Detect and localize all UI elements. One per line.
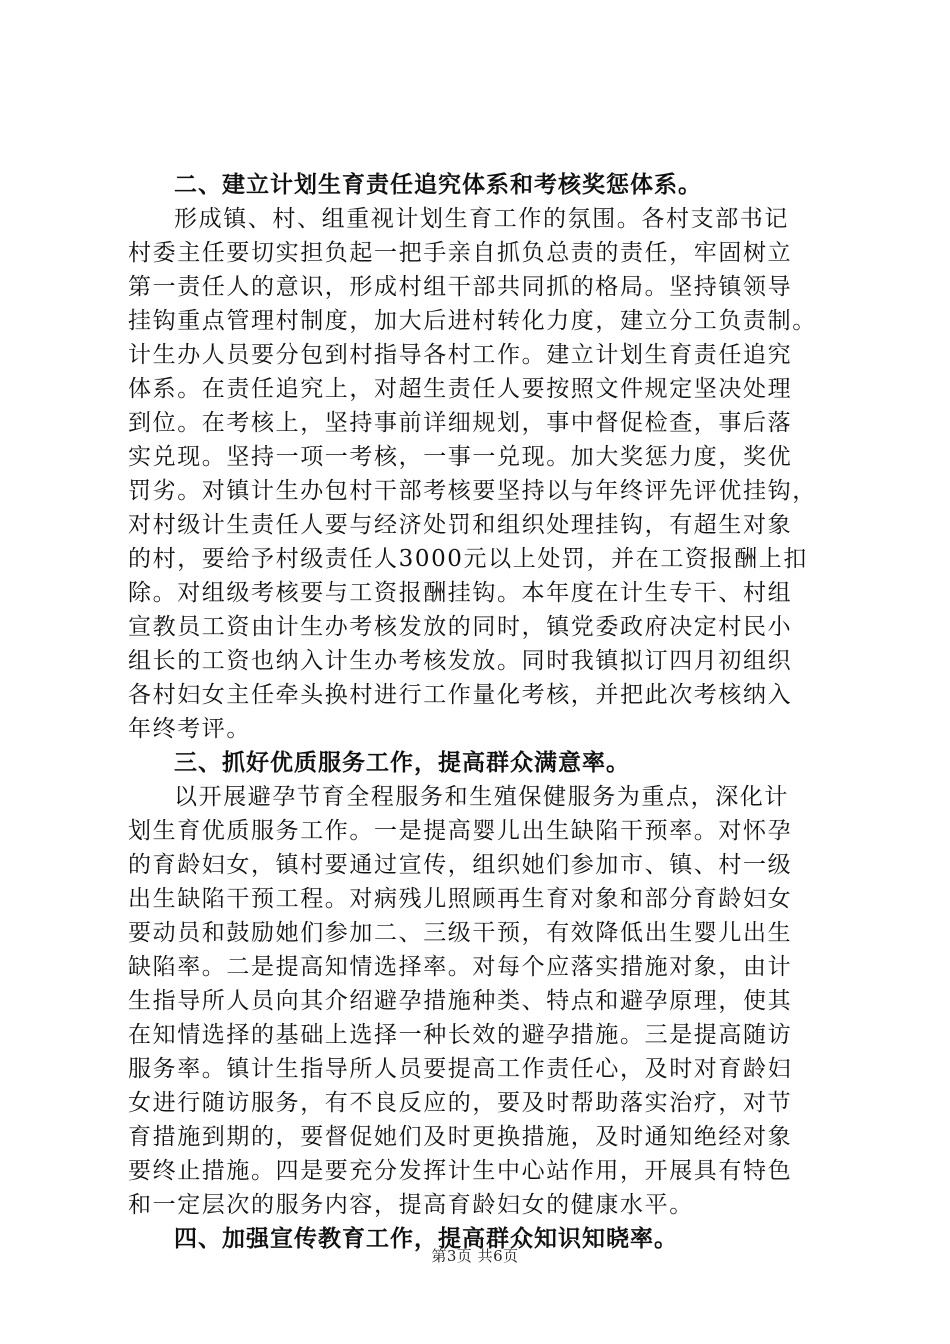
paragraph-line: 实兑现。坚持一项一考核，一事一兑现。加大奖惩力度，奖优 [128,444,793,470]
paragraph-line: 各村妇女主任牵头换村进行工作量化考核，并把此次考核纳入 [128,682,793,708]
section-heading: 四、加强宣传教育工作，提高群众知识知晓率。 [174,1226,678,1252]
paragraph-line: 罚劣。对镇计生办包村干部考核要坚持以与年终评先评优挂钩， [128,478,817,504]
document-body [128,168,848,1256]
paragraph-line: 缺陷率。二是提高知情选择率。对每个应落实措施对象，由计 [128,954,793,980]
paragraph-line: 服务率。镇计生指导所人员要提高工作责任心，及时对育龄妇 [128,1056,793,1082]
paragraph-line: 第一责任人的意识，形成村组干部共同抓的格局。坚持镇领导 [128,274,793,300]
section-heading: 二、建立计划生育责任追究体系和考核奖惩体系。 [174,172,702,198]
paragraph-line: 宣教员工资由计生办考核发放的同时，镇党委政府决定村民小 [128,614,793,640]
page-footer: 第3页 共6页 [431,1247,519,1265]
paragraph-line: 要终止措施。四是要充分发挥计生中心站作用，开展具有特色 [128,1158,793,1184]
paragraph-line: 体系。在责任追究上，对超生责任人要按照文件规定坚决处理 [128,376,793,402]
paragraph-line: 到位。在考核上，坚持事前详细规划，事中督促检查，事后落 [128,410,793,436]
paragraph-line: 和一定层次的服务内容，提高育龄妇女的健康水平。 [128,1192,694,1218]
paragraph-line: 的村，要给予村级责任人3000元以上处罚，并在工资报酬上扣 [128,546,808,572]
paragraph-line: 形成镇、村、组重视计划生育工作的氛围。各村支部书记 [174,206,789,232]
paragraph-line: 生指导所人员向其介绍避孕措施种类、特点和避孕原理，使其 [128,988,793,1014]
paragraph-line: 除。对组级考核要与工资报酬挂钩。本年度在计生专干、村组 [128,580,793,606]
paragraph-line: 育措施到期的，要督促她们及时更换措施，及时通知绝经对象 [128,1124,793,1150]
paragraph-line: 对村级计生责任人要与经济处罚和组织处理挂钩，有超生对象 [128,512,793,538]
paragraph-line: 划生育优质服务工作。一是提高婴儿出生缺陷干预率。对怀孕 [128,818,793,844]
paragraph-line: 挂钩重点管理村制度，加大后进村转化力度，建立分工负责制。 [128,308,817,334]
paragraph-line: 出生缺陷干预工程。对病残儿照顾再生育对象和部分育龄妇女 [128,886,793,912]
section-heading: 三、抓好优质服务工作，提高群众满意率。 [174,750,630,776]
paragraph-line: 要动员和鼓励她们参加二、三级干预，有效降低出生婴儿出生 [128,920,793,946]
paragraph-line: 以开展避孕节育全程服务和生殖保健服务为重点，深化计 [174,784,789,810]
paragraph-line: 在知情选择的基础上选择一种长效的避孕措施。三是提高随访 [128,1022,793,1048]
paragraph-line: 组长的工资也纳入计生办考核发放。同时我镇拟订四月初组织 [128,648,793,674]
paragraph-line: 村委主任要切实担负起一把手亲自抓负总责的责任，牢固树立 [128,240,793,266]
paragraph-line: 女进行随访服务，有不良反应的，要及时帮助落实治疗，对节 [128,1090,793,1116]
paragraph-line: 年终考评。 [128,716,251,742]
paragraph-line: 计生办人员要分包到村指导各村工作。建立计划生育责任追究 [128,342,793,368]
paragraph-line: 的育龄妇女，镇村要通过宣传，组织她们参加市、镇、村一级 [128,852,793,878]
